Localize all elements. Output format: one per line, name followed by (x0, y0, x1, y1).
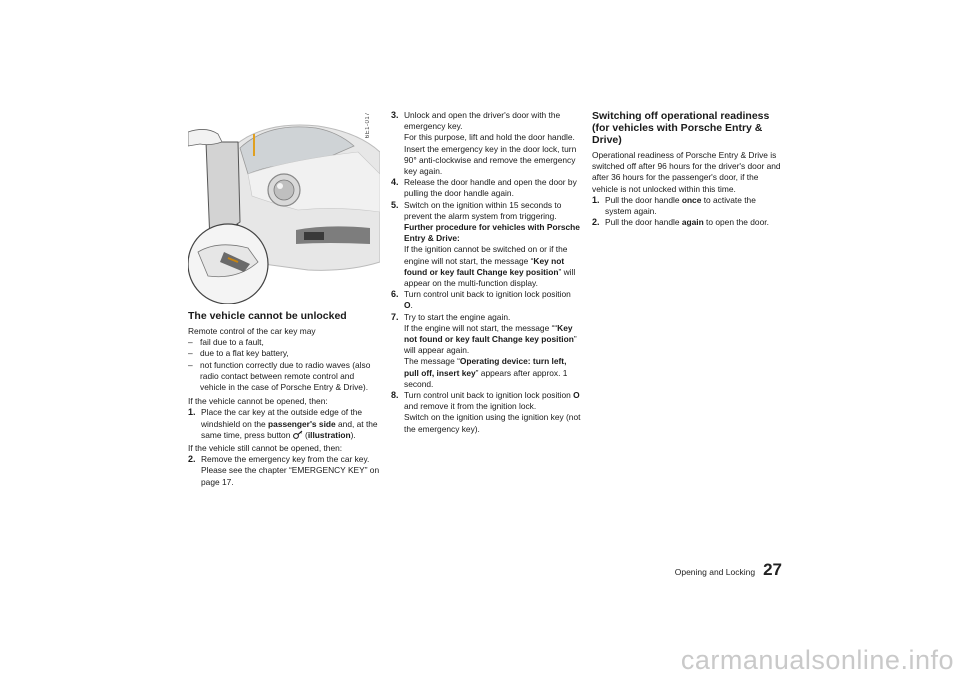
step-6: 6. Turn control unit back to ignition lock position O. (391, 289, 571, 311)
dash-item: – fail due to a fault, (188, 337, 264, 348)
figure-code: 6E1-017 (365, 112, 371, 139)
page-footer (675, 560, 782, 580)
heading-cannot-unlock: The vehicle cannot be unlocked (188, 310, 347, 322)
intro-text: Remote control of the car key may (188, 326, 316, 336)
heading-operational-readiness: Switching off operational readiness (for vehicles with Porsche Entry & Drive) (592, 110, 770, 146)
column-2 (391, 110, 581, 435)
if-line: If the vehicle cannot be opened, then: (188, 396, 328, 407)
watermark: carmanualsonline.info (680, 645, 954, 675)
column-1 (188, 310, 380, 488)
key-button-icon (293, 430, 303, 439)
step-4: 4. Release the door handle and open the door by pulling the door handle again. (391, 177, 577, 199)
page-number: 27 (763, 560, 782, 579)
car-door-illustration (188, 112, 380, 304)
column-3 (592, 110, 784, 228)
step-2: 2. Pull the door handle again to open the door. (592, 217, 769, 228)
step-8: 8. Turn control unit back to ignition lock position O and remove it from the ignition lock. Switch on the ignition using the ignition key (not the emergency key). (391, 390, 581, 434)
step-1: 1. Place the car key at the outside edge of the windshield on the passenger's side and, at the same time, press button (illustration). (188, 407, 378, 440)
intro-readiness: Operational readiness of Porsche Entry & Drive is switched off after 96 hours for the driver's door and after 36 hours for the passenger's door, if the vehicle is not unlocked within this time. (592, 150, 781, 194)
dash-item: – due to a flat key battery, (188, 348, 289, 359)
step-7: 7. Try to start the engine again. If the engine will not start, the message ““Key not found or key fault Change key position” will appear again. The message “Operating device: turn left, pull off, insert key” appears after approx. 1 second. (391, 311, 577, 389)
dash-item: – not function correctly due to radio waves (also radio contact between remote control and vehicle in the case of Porsche Entry & Drive). (188, 359, 371, 393)
if-line-2: If the vehicle still cannot be opened, then: (188, 443, 343, 454)
step-5: 5. Switch on the ignition within 15 seconds to prevent the alarm system from triggering. Further procedure for vehicles with Porsche Entry & Drive: If the ignition cannot be switched on or if the engine will not start, the message “Key not found or key fault Change key position” will appear on the multi-function display. (391, 199, 580, 289)
step-3: 3. Unlock and open the driver's door with the emergency key. For this purpose, lift and hold the door handle. Insert the emergency key in the door lock, turn 90° anti-clockwise and remove the emergency key again. (391, 110, 577, 177)
step-2: 2. Remove the emergency key from the car key. Please see the chapter “EMERGENCY KEY” on page 17. (188, 454, 380, 487)
section-title: Opening and Locking (674, 567, 756, 577)
step-1: 1. Pull the door handle once to activate the system again. (592, 194, 756, 217)
